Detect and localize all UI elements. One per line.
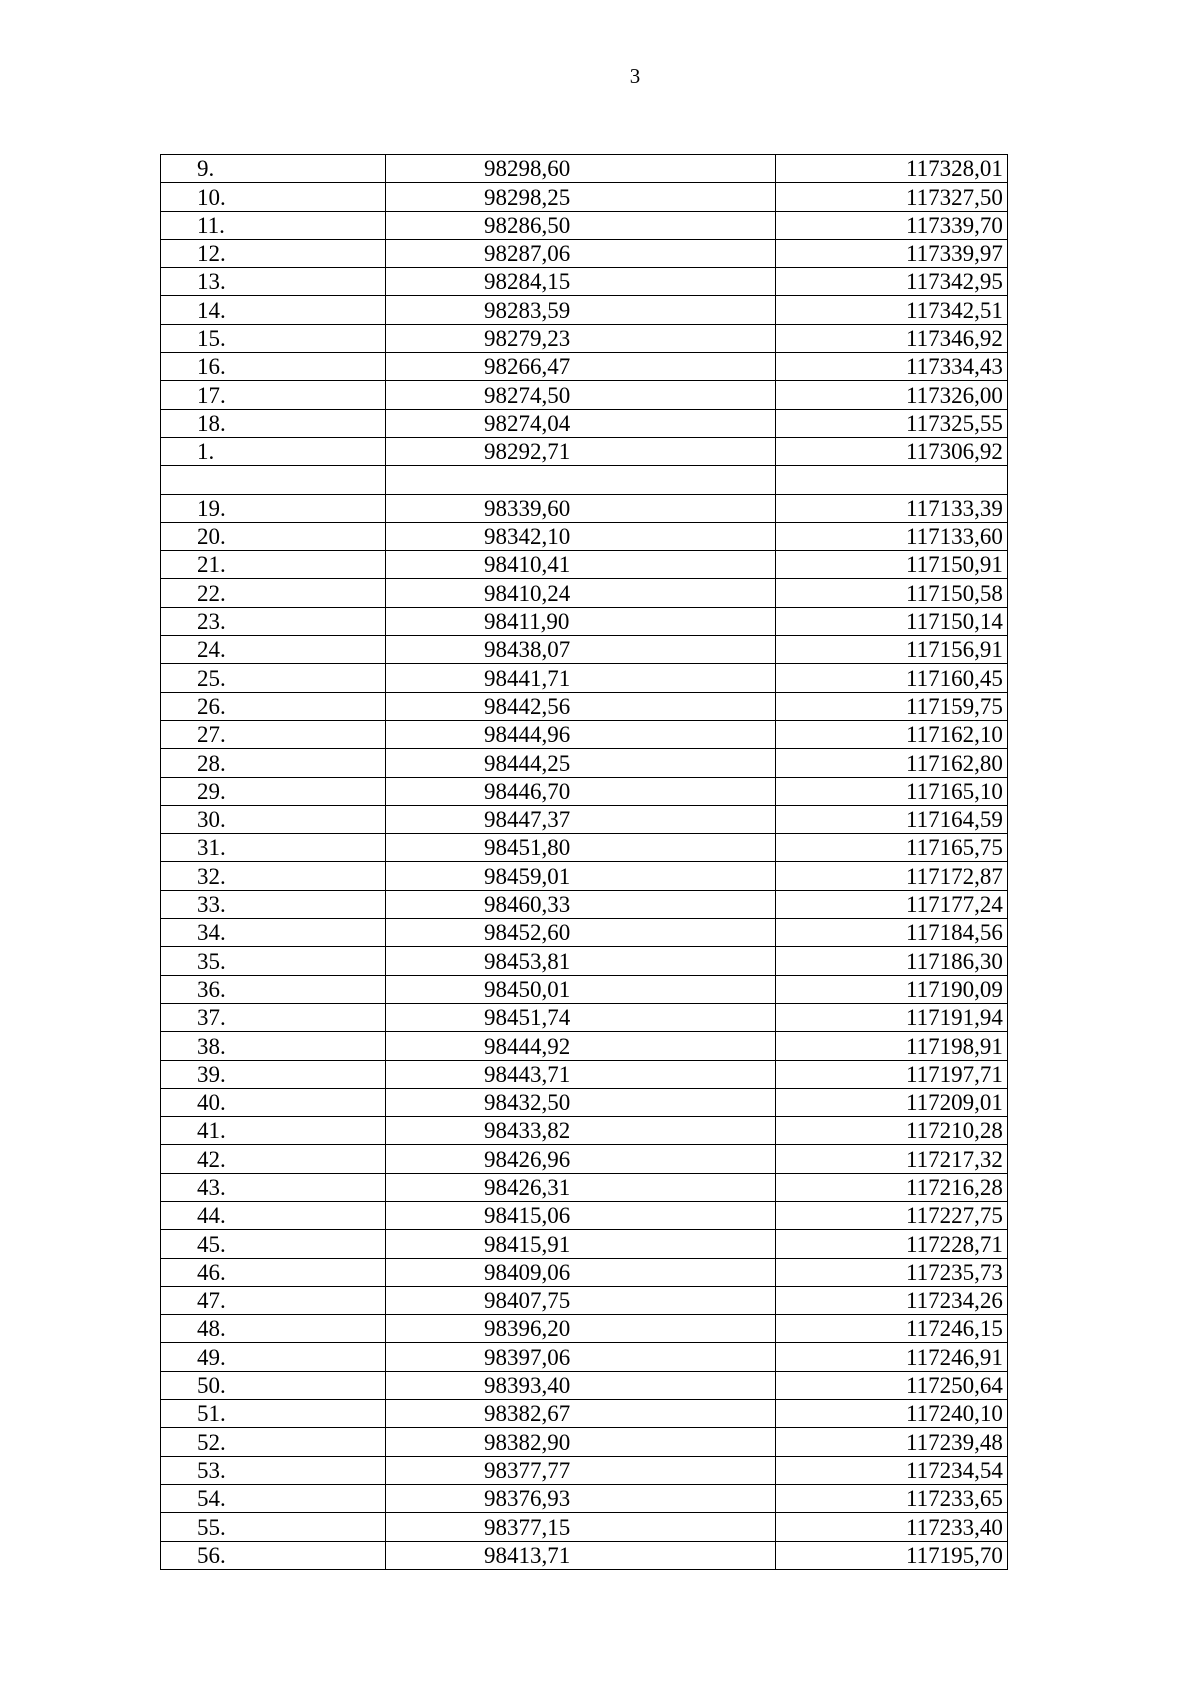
y-coordinate-cell: 117328,01 bbox=[776, 155, 1008, 183]
table-row bbox=[161, 155, 1008, 183]
x-coordinate-cell: 98287,06 bbox=[386, 239, 776, 267]
x-coordinate-cell: 98283,59 bbox=[386, 296, 776, 324]
point-number-cell: 23. bbox=[161, 607, 386, 635]
point-number-cell: 18. bbox=[161, 409, 386, 437]
point-number-cell: 13. bbox=[161, 268, 386, 296]
table-row bbox=[161, 1201, 1008, 1229]
table-row bbox=[161, 1315, 1008, 1343]
y-coordinate-cell: 117233,40 bbox=[776, 1513, 1008, 1541]
x-coordinate-cell: 98298,60 bbox=[386, 155, 776, 183]
x-coordinate-cell: 98407,75 bbox=[386, 1286, 776, 1314]
x-coordinate-cell: 98339,60 bbox=[386, 494, 776, 522]
y-coordinate-cell: 117239,48 bbox=[776, 1428, 1008, 1456]
table-row bbox=[161, 1117, 1008, 1145]
table-row bbox=[161, 1371, 1008, 1399]
x-coordinate-cell: 98397,06 bbox=[386, 1343, 776, 1371]
table-row bbox=[161, 975, 1008, 1003]
table-row bbox=[161, 324, 1008, 352]
point-number-cell: 24. bbox=[161, 636, 386, 664]
x-coordinate-cell: 98459,01 bbox=[386, 862, 776, 890]
table-row bbox=[161, 381, 1008, 409]
table-row bbox=[161, 437, 1008, 465]
table-row bbox=[161, 1032, 1008, 1060]
point-number-cell: 55. bbox=[161, 1513, 386, 1541]
x-coordinate-cell: 98426,96 bbox=[386, 1145, 776, 1173]
point-number-cell: 35. bbox=[161, 947, 386, 975]
point-number-cell: 12. bbox=[161, 239, 386, 267]
point-number-cell: 42. bbox=[161, 1145, 386, 1173]
x-coordinate-cell: 98377,77 bbox=[386, 1456, 776, 1484]
point-number-cell: 43. bbox=[161, 1173, 386, 1201]
x-coordinate-cell: 98274,50 bbox=[386, 381, 776, 409]
coordinates-table bbox=[160, 154, 1008, 1570]
y-coordinate-cell: 117246,91 bbox=[776, 1343, 1008, 1371]
x-coordinate-cell: 98286,50 bbox=[386, 211, 776, 239]
point-number-cell: 49. bbox=[161, 1343, 386, 1371]
point-number-cell: 26. bbox=[161, 692, 386, 720]
y-coordinate-cell: 117165,75 bbox=[776, 834, 1008, 862]
y-coordinate-cell: 117133,39 bbox=[776, 494, 1008, 522]
y-coordinate-cell: 117150,14 bbox=[776, 607, 1008, 635]
point-number-cell: 51. bbox=[161, 1400, 386, 1428]
table-row bbox=[161, 466, 1008, 494]
y-coordinate-cell: 117227,75 bbox=[776, 1201, 1008, 1229]
y-coordinate-cell: 117162,10 bbox=[776, 720, 1008, 748]
table-row bbox=[161, 1456, 1008, 1484]
x-coordinate-cell: 98441,71 bbox=[386, 664, 776, 692]
table-row bbox=[161, 777, 1008, 805]
y-coordinate-cell: 117162,80 bbox=[776, 749, 1008, 777]
table-row bbox=[161, 749, 1008, 777]
x-coordinate-cell: 98450,01 bbox=[386, 975, 776, 1003]
x-coordinate-cell: 98382,67 bbox=[386, 1400, 776, 1428]
y-coordinate-cell: 117150,91 bbox=[776, 551, 1008, 579]
table-row bbox=[161, 522, 1008, 550]
table-row bbox=[161, 1145, 1008, 1173]
y-coordinate-cell: 117195,70 bbox=[776, 1541, 1008, 1569]
point-number-cell: 48. bbox=[161, 1315, 386, 1343]
point-number-cell: 28. bbox=[161, 749, 386, 777]
table-row bbox=[161, 834, 1008, 862]
y-coordinate-cell: 117172,87 bbox=[776, 862, 1008, 890]
coordinates-table-body bbox=[161, 155, 1008, 1570]
y-coordinate-cell: 117240,10 bbox=[776, 1400, 1008, 1428]
y-coordinate-cell: 117327,50 bbox=[776, 183, 1008, 211]
x-coordinate-cell: 98415,06 bbox=[386, 1201, 776, 1229]
x-coordinate-cell: 98442,56 bbox=[386, 692, 776, 720]
y-coordinate-cell: 117325,55 bbox=[776, 409, 1008, 437]
table-row bbox=[161, 1428, 1008, 1456]
table-row bbox=[161, 692, 1008, 720]
table-row bbox=[161, 1060, 1008, 1088]
table-row bbox=[161, 579, 1008, 607]
x-coordinate-cell: 98342,10 bbox=[386, 522, 776, 550]
x-coordinate-cell: 98432,50 bbox=[386, 1088, 776, 1116]
point-number-cell: 33. bbox=[161, 890, 386, 918]
x-coordinate-cell: 98444,96 bbox=[386, 720, 776, 748]
point-number-cell: 30. bbox=[161, 805, 386, 833]
x-coordinate-cell: 98433,82 bbox=[386, 1117, 776, 1145]
y-coordinate-cell: 117197,71 bbox=[776, 1060, 1008, 1088]
table-row bbox=[161, 1173, 1008, 1201]
x-coordinate-cell: 98410,24 bbox=[386, 579, 776, 607]
y-coordinate-cell: 117165,10 bbox=[776, 777, 1008, 805]
point-number-cell: 20. bbox=[161, 522, 386, 550]
x-coordinate-cell: 98382,90 bbox=[386, 1428, 776, 1456]
table-row bbox=[161, 1400, 1008, 1428]
y-coordinate-cell: 117209,01 bbox=[776, 1088, 1008, 1116]
point-number-cell: 56. bbox=[161, 1541, 386, 1569]
point-number-cell: 21. bbox=[161, 551, 386, 579]
y-coordinate-cell: 117326,00 bbox=[776, 381, 1008, 409]
table-row bbox=[161, 296, 1008, 324]
y-coordinate-cell: 117186,30 bbox=[776, 947, 1008, 975]
table-row bbox=[161, 1230, 1008, 1258]
x-coordinate-cell: 98284,15 bbox=[386, 268, 776, 296]
table-row bbox=[161, 268, 1008, 296]
point-number-cell: 50. bbox=[161, 1371, 386, 1399]
x-coordinate-cell: 98438,07 bbox=[386, 636, 776, 664]
point-number-cell: 27. bbox=[161, 720, 386, 748]
point-number-cell: 40. bbox=[161, 1088, 386, 1116]
x-coordinate-cell: 98460,33 bbox=[386, 890, 776, 918]
x-coordinate-cell: 98377,15 bbox=[386, 1513, 776, 1541]
table-row bbox=[161, 890, 1008, 918]
y-coordinate-cell: 117150,58 bbox=[776, 579, 1008, 607]
x-coordinate-cell: 98376,93 bbox=[386, 1484, 776, 1512]
x-coordinate-cell: 98453,81 bbox=[386, 947, 776, 975]
table-row bbox=[161, 239, 1008, 267]
point-number-cell: 11. bbox=[161, 211, 386, 239]
x-coordinate-cell: 98444,25 bbox=[386, 749, 776, 777]
x-coordinate-cell: 98292,71 bbox=[386, 437, 776, 465]
page-number: 3 bbox=[629, 64, 641, 88]
y-coordinate-cell: 117159,75 bbox=[776, 692, 1008, 720]
point-number-cell: 53. bbox=[161, 1456, 386, 1484]
table-row bbox=[161, 409, 1008, 437]
y-coordinate-cell: 117339,70 bbox=[776, 211, 1008, 239]
point-number-cell: 52. bbox=[161, 1428, 386, 1456]
x-coordinate-cell: 98396,20 bbox=[386, 1315, 776, 1343]
point-number-cell: 45. bbox=[161, 1230, 386, 1258]
point-number-cell: 38. bbox=[161, 1032, 386, 1060]
y-coordinate-cell: 117133,60 bbox=[776, 522, 1008, 550]
y-coordinate-cell: 117156,91 bbox=[776, 636, 1008, 664]
point-number-cell: 31. bbox=[161, 834, 386, 862]
table-row bbox=[161, 919, 1008, 947]
table-row bbox=[161, 1541, 1008, 1569]
point-number-cell: 29. bbox=[161, 777, 386, 805]
y-coordinate-cell: 117234,26 bbox=[776, 1286, 1008, 1314]
point-number-cell: 1. bbox=[161, 437, 386, 465]
point-number-cell: 9. bbox=[161, 155, 386, 183]
x-coordinate-cell: 98452,60 bbox=[386, 919, 776, 947]
x-coordinate-cell: 98279,23 bbox=[386, 324, 776, 352]
table-row bbox=[161, 636, 1008, 664]
x-coordinate-cell: 98415,91 bbox=[386, 1230, 776, 1258]
y-coordinate-cell: 117250,64 bbox=[776, 1371, 1008, 1399]
table-row bbox=[161, 720, 1008, 748]
x-coordinate-cell: 98451,80 bbox=[386, 834, 776, 862]
point-number-cell: 25. bbox=[161, 664, 386, 692]
x-coordinate-cell bbox=[386, 466, 776, 494]
y-coordinate-cell: 117217,32 bbox=[776, 1145, 1008, 1173]
x-coordinate-cell: 98411,90 bbox=[386, 607, 776, 635]
table-row bbox=[161, 947, 1008, 975]
y-coordinate-cell: 117228,71 bbox=[776, 1230, 1008, 1258]
y-coordinate-cell: 117246,15 bbox=[776, 1315, 1008, 1343]
point-number-cell: 17. bbox=[161, 381, 386, 409]
point-number-cell: 14. bbox=[161, 296, 386, 324]
x-coordinate-cell: 98393,40 bbox=[386, 1371, 776, 1399]
x-coordinate-cell: 98447,37 bbox=[386, 805, 776, 833]
y-coordinate-cell: 117198,91 bbox=[776, 1032, 1008, 1060]
x-coordinate-cell: 98413,71 bbox=[386, 1541, 776, 1569]
x-coordinate-cell: 98446,70 bbox=[386, 777, 776, 805]
y-coordinate-cell: 117342,51 bbox=[776, 296, 1008, 324]
table-row bbox=[161, 551, 1008, 579]
y-coordinate-cell: 117342,95 bbox=[776, 268, 1008, 296]
table-row bbox=[161, 211, 1008, 239]
point-number-cell: 15. bbox=[161, 324, 386, 352]
x-coordinate-cell: 98274,04 bbox=[386, 409, 776, 437]
point-number-cell: 36. bbox=[161, 975, 386, 1003]
table-row bbox=[161, 183, 1008, 211]
y-coordinate-cell bbox=[776, 466, 1008, 494]
y-coordinate-cell: 117306,92 bbox=[776, 437, 1008, 465]
point-number-cell: 32. bbox=[161, 862, 386, 890]
y-coordinate-cell: 117164,59 bbox=[776, 805, 1008, 833]
table-row bbox=[161, 494, 1008, 522]
x-coordinate-cell: 98444,92 bbox=[386, 1032, 776, 1060]
point-number-cell: 41. bbox=[161, 1117, 386, 1145]
point-number-cell: 54. bbox=[161, 1484, 386, 1512]
point-number-cell: 22. bbox=[161, 579, 386, 607]
table-row bbox=[161, 1484, 1008, 1512]
table-row bbox=[161, 862, 1008, 890]
y-coordinate-cell: 117235,73 bbox=[776, 1258, 1008, 1286]
x-coordinate-cell: 98443,71 bbox=[386, 1060, 776, 1088]
x-coordinate-cell: 98409,06 bbox=[386, 1258, 776, 1286]
point-number-cell: 34. bbox=[161, 919, 386, 947]
x-coordinate-cell: 98426,31 bbox=[386, 1173, 776, 1201]
table-row bbox=[161, 353, 1008, 381]
table-row bbox=[161, 607, 1008, 635]
point-number-cell: 16. bbox=[161, 353, 386, 381]
point-number-cell: 47. bbox=[161, 1286, 386, 1314]
y-coordinate-cell: 117191,94 bbox=[776, 1003, 1008, 1031]
y-coordinate-cell: 117334,43 bbox=[776, 353, 1008, 381]
x-coordinate-cell: 98298,25 bbox=[386, 183, 776, 211]
point-number-cell bbox=[161, 466, 386, 494]
y-coordinate-cell: 117339,97 bbox=[776, 239, 1008, 267]
table-row bbox=[161, 1258, 1008, 1286]
point-number-cell: 44. bbox=[161, 1201, 386, 1229]
x-coordinate-cell: 98410,41 bbox=[386, 551, 776, 579]
y-coordinate-cell: 117184,56 bbox=[776, 919, 1008, 947]
y-coordinate-cell: 117190,09 bbox=[776, 975, 1008, 1003]
point-number-cell: 10. bbox=[161, 183, 386, 211]
x-coordinate-cell: 98266,47 bbox=[386, 353, 776, 381]
point-number-cell: 19. bbox=[161, 494, 386, 522]
y-coordinate-cell: 117234,54 bbox=[776, 1456, 1008, 1484]
table-row bbox=[161, 664, 1008, 692]
point-number-cell: 46. bbox=[161, 1258, 386, 1286]
table-row bbox=[161, 805, 1008, 833]
table-row bbox=[161, 1513, 1008, 1541]
table-row bbox=[161, 1088, 1008, 1116]
table-row bbox=[161, 1286, 1008, 1314]
y-coordinate-cell: 117177,24 bbox=[776, 890, 1008, 918]
y-coordinate-cell: 117216,28 bbox=[776, 1173, 1008, 1201]
point-number-cell: 37. bbox=[161, 1003, 386, 1031]
y-coordinate-cell: 117160,45 bbox=[776, 664, 1008, 692]
x-coordinate-cell: 98451,74 bbox=[386, 1003, 776, 1031]
y-coordinate-cell: 117346,92 bbox=[776, 324, 1008, 352]
table-row bbox=[161, 1003, 1008, 1031]
table-row bbox=[161, 1343, 1008, 1371]
point-number-cell: 39. bbox=[161, 1060, 386, 1088]
y-coordinate-cell: 117233,65 bbox=[776, 1484, 1008, 1512]
y-coordinate-cell: 117210,28 bbox=[776, 1117, 1008, 1145]
